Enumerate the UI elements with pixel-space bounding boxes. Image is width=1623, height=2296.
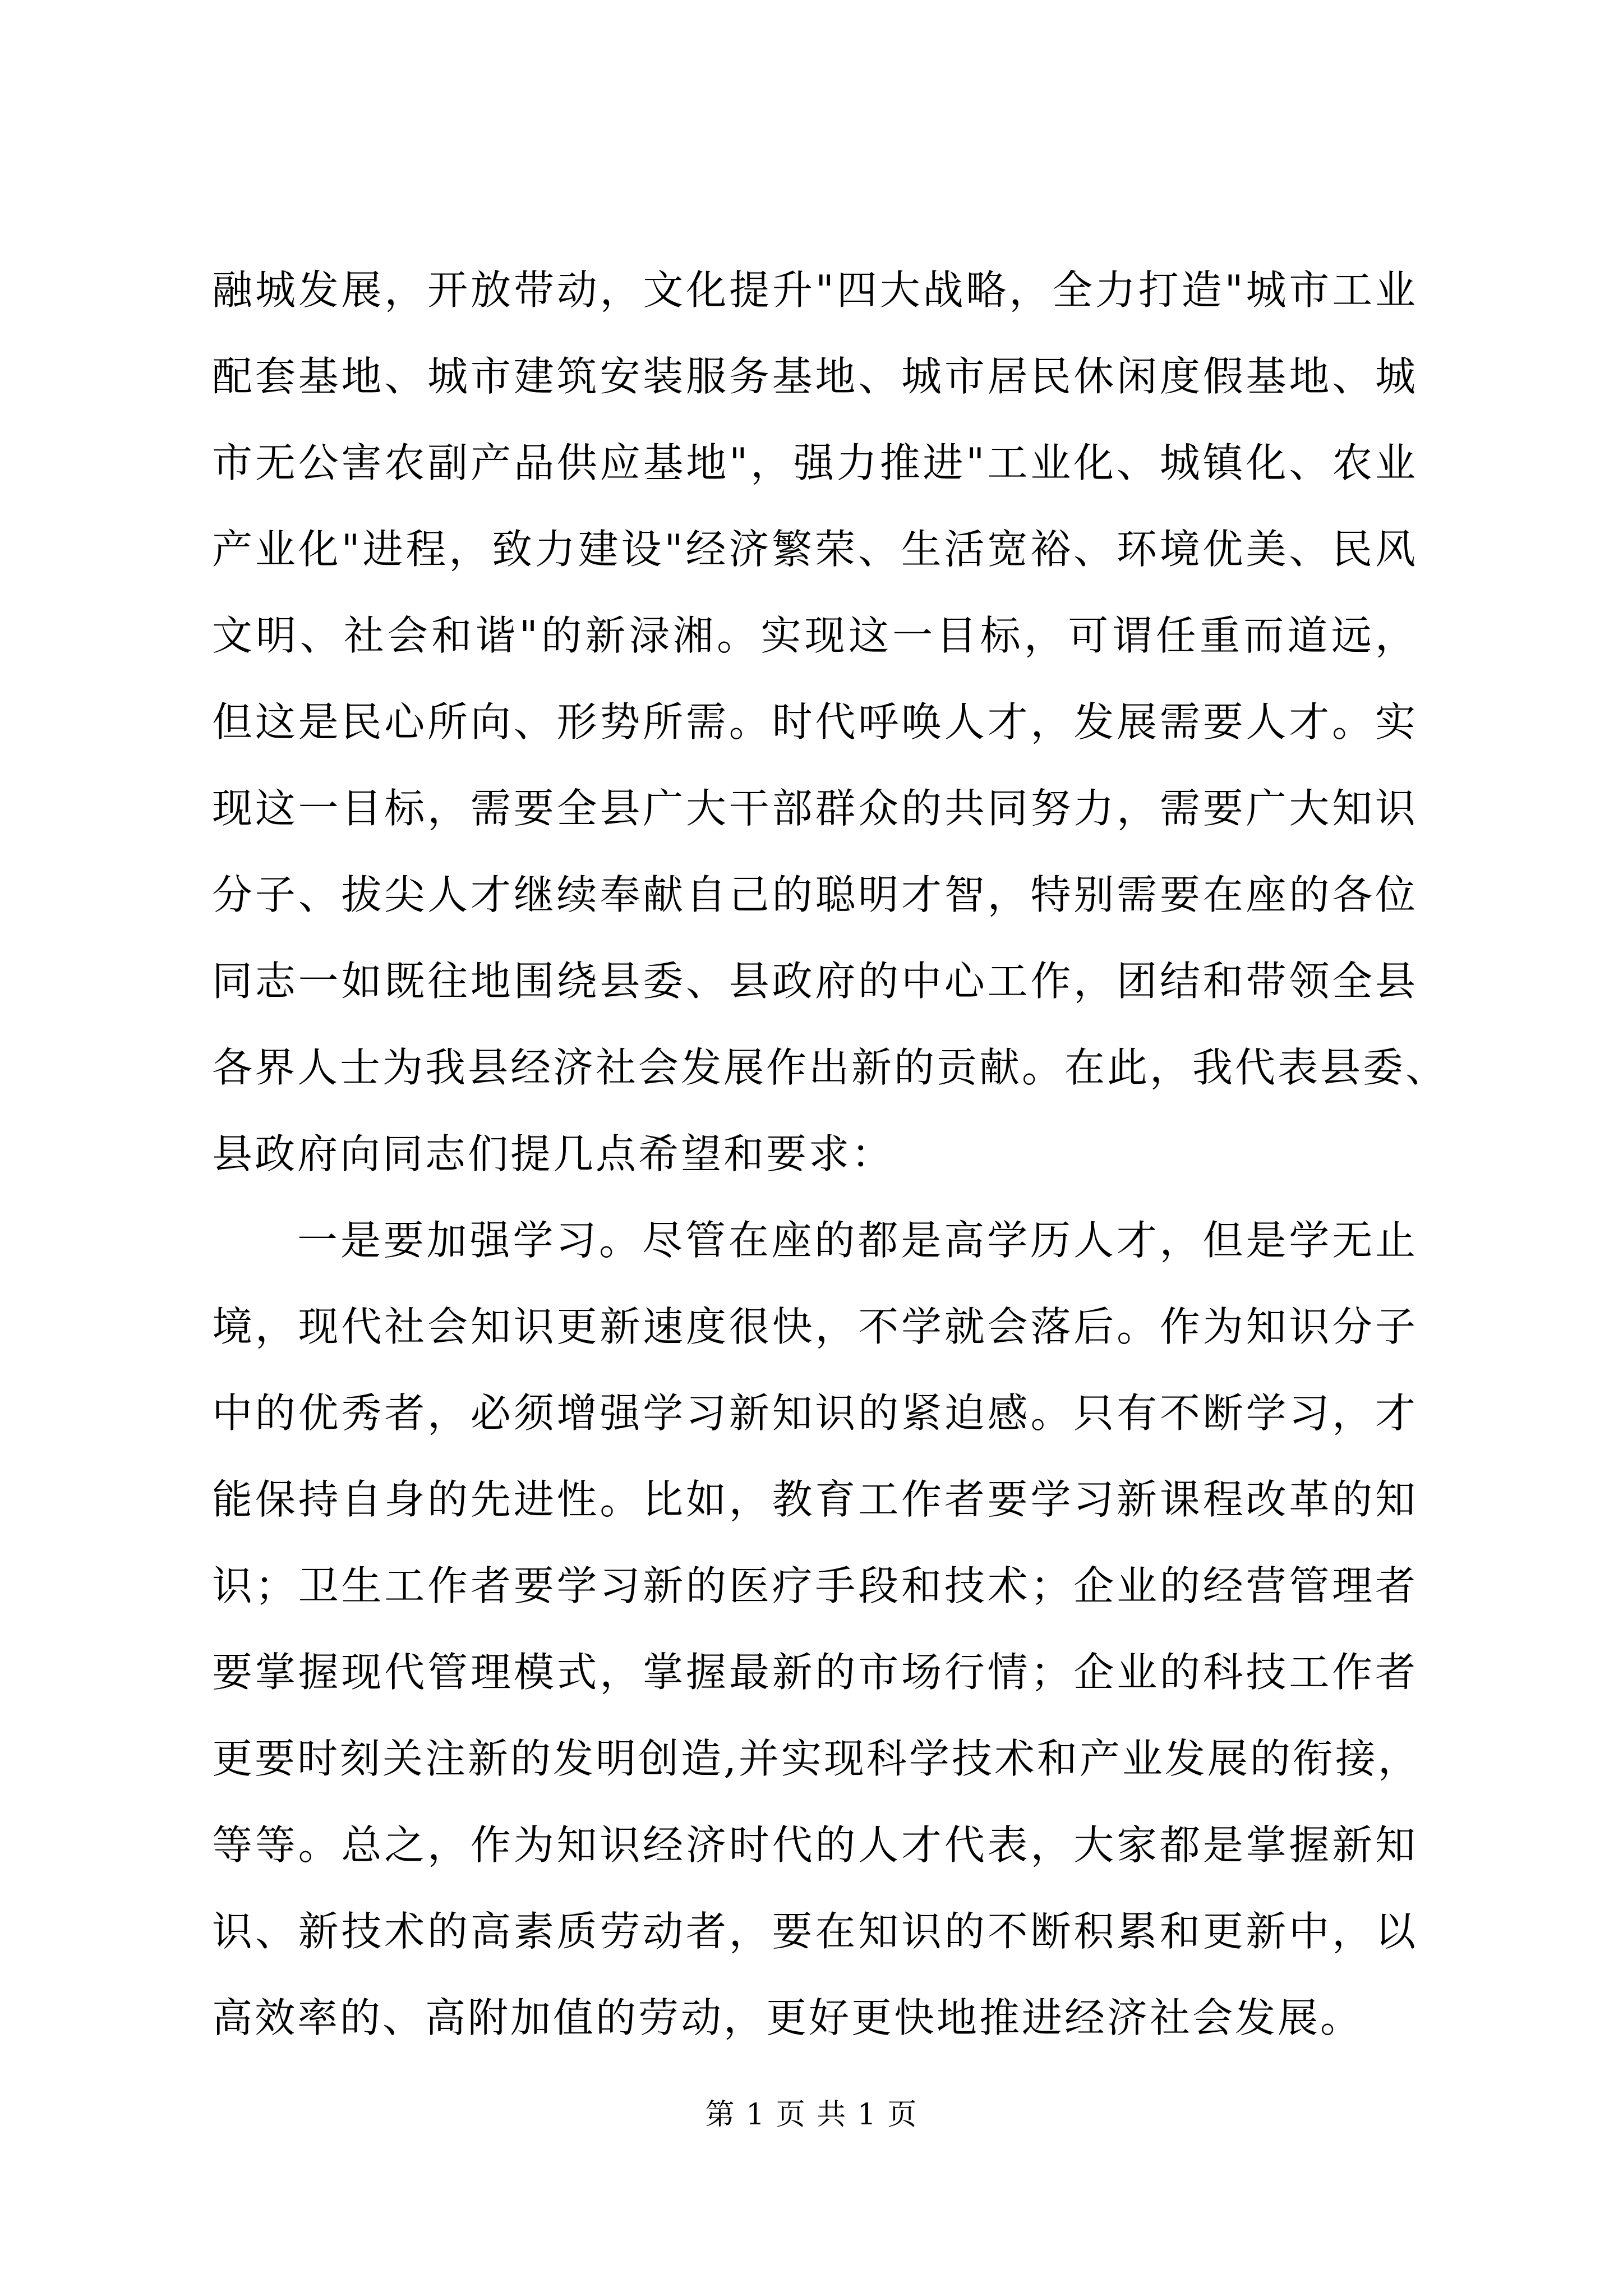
paragraph-line: 融城发展，开放带动，文化提升"四大战略，全力打造"城市工业 (212, 266, 1418, 314)
paragraph-line: 产业化"进程，致力建设"经济繁荣、生活宽裕、环境优美、民风 (212, 526, 1418, 573)
paragraph-line: 文明、社会和谐"的新渌湘。实现这一目标，可谓任重而道远， (212, 612, 1418, 659)
paragraph-line: 现这一目标，需要全县广大干部群众的共同努力，需要广大知识 (212, 785, 1418, 832)
paragraph-line: 县政府向同志们提几点希望和要求： (212, 1130, 895, 1177)
paragraph-line: 同志一如既往地围绕县委、县政府的中心工作，团结和带领全县 (212, 958, 1418, 1005)
paragraph-line: 配套基地、城市建筑安装服务基地、城市居民休闲度假基地、城 (212, 353, 1418, 400)
page-number-footer: 第 1 页 共 1 页 (705, 2098, 918, 2132)
paragraph-line: 中的优秀者，必须增强学习新知识的紧迫感。只有不断学习，才 (212, 1389, 1418, 1437)
paragraph-line: 一是要加强学习。尽管在座的都是高学历人才，但是学无止 (297, 1217, 1418, 1264)
paragraph-line: 识、新技术的高素质劳动者，要在知识的不断积累和更新中，以 (212, 1908, 1418, 1955)
paragraph-line: 能保持自身的先进性。比如，教育工作者要学习新课程改革的知 (212, 1476, 1418, 1523)
paragraph-line: 市无公害农副产品供应基地"，强力推进"工业化、城镇化、农业 (212, 439, 1418, 486)
paragraph-line: 高效率的、高附加值的劳动，更好更快地推进经济社会发展。 (212, 1994, 1363, 2041)
paragraph-line: 要掌握现代管理模式，掌握最新的市场行情；企业的科技工作者 (212, 1649, 1418, 1696)
paragraph-2 (212, 1197, 1421, 2061)
document-body (212, 247, 1449, 2061)
paragraph-line: 各界人士为我县经济社会发展作出新的贡献。在此，我代表县委、 (212, 1044, 1449, 1091)
paragraph-line: 等等。总之，作为知识经济时代的人才代表，大家都是掌握新知 (212, 1821, 1418, 1869)
paragraph-line: 更要时刻关注新的发明创造,并实现科学技术和产业发展的衔接， (212, 1735, 1421, 1782)
paragraph-line: 分子、拔尖人才继续奉献自己的聪明才智，特别需要在座的各位 (212, 871, 1418, 918)
paragraph-line: 但这是民心所向、形势所需。时代呼唤人才，发展需要人才。实 (212, 698, 1418, 746)
paragraph-line: 识；卫生工作者要学习新的医疗手段和技术；企业的经营管理者 (212, 1562, 1418, 1609)
paragraph-1 (212, 247, 1449, 1197)
paragraph-line: 境，现代社会知识更新速度很快，不学就会落后。作为知识分子 (212, 1303, 1418, 1350)
